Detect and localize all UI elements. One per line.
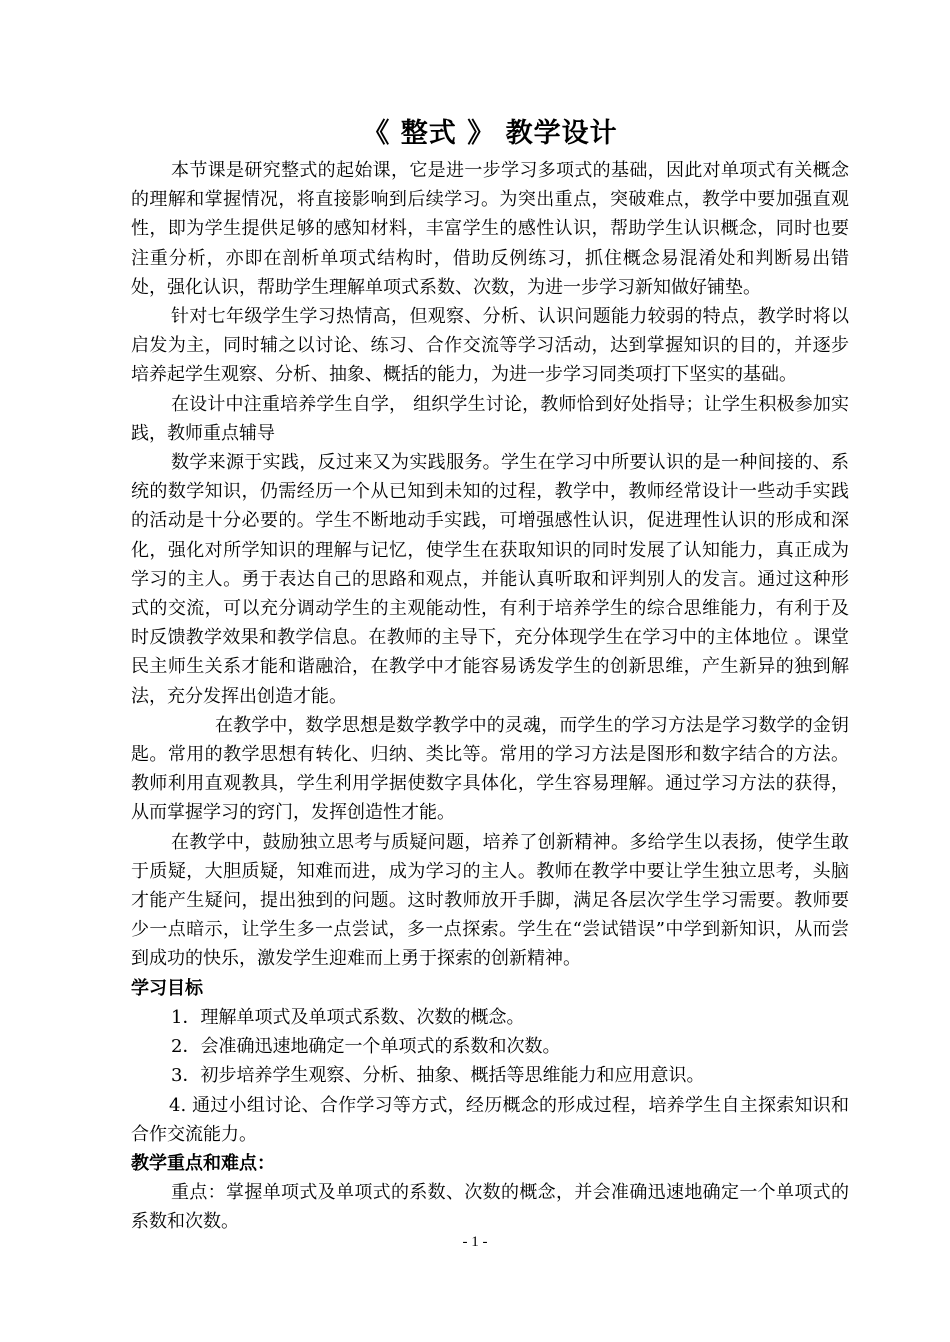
design-paragraph: 在设计中注重培养学生自学， 组织学生讨论，教师恰到好处指导；让学生积极参加实践，教师重点辅导: [131, 393, 849, 444]
key-points-heading: 教学重点和难点：: [131, 1152, 275, 1174]
goal-item-4: 4. 通过小组讨论、合作学习等方式，经历概念的形成过程，培养学生自主探索知识和合作交流能力。: [131, 1094, 849, 1145]
intro-paragraph: 本节课是研究整式的起始课，它是进一步学习多项式的基础，因此对单项式有关概念的理解和掌握情况，将直接影响到后续学习。为突出重点，突破难点，教学中要加强直观性，即为学生提供足够的感知材料，丰富学生的感性认识，帮助学生认识概念，同时也要注重分析，亦即在剖析单项式结构时，借助反例练习，抓住概念易混淆处和判断易出错处，强化认识，帮助学生理解单项式系数、次数，为进一步学习新知做好铺垫。: [131, 160, 849, 298]
document-title: 《 整式 》 教学设计: [362, 118, 618, 149]
goal-item-3: 3．初步培养学生观察、分析、抽象、概括等思维能力和应用意识。: [171, 1065, 705, 1087]
method-paragraph: 在教学中，数学思想是数学教学中的灵魂，而学生的学习方法是学习数学的金钥匙。常用的教学思想有转化、归纳、类比等。常用的学习方法是图形和数字结合的方法。教师利用直观教具，学生利用学据使数字具体化，学生容易理解。通过学习方法的获得，从而掌握学习的窍门，发挥创造性才能。: [131, 714, 849, 824]
goal-item-2: 2．会准确迅速地确定一个单项式的系数和次数。: [171, 1036, 561, 1058]
innovation-paragraph: 在教学中，鼓励独立思考与质疑问题，培养了创新精神。多给学生以表扬，使学生敢于质疑，大胆质疑，知难而进，成为学习的主人。教师在教学中要让学生独立思考，头脑才能产生疑问，提出独到的问题。这时教师放开手脚，满足各层次学生学习需要。教师要少一点暗示，让学生多一点尝试，多一点探索。学生在“尝试错误”中学到新知识，从而尝到成功的快乐，激发学生迎难而上勇于探索的创新精神。: [131, 831, 849, 970]
goal-item-1: 1．理解单项式及单项式系数、次数的概念。: [171, 1006, 525, 1028]
goals-heading: 学习目标: [131, 977, 203, 999]
key-points-text: 重点：掌握单项式及单项式的系数、次数的概念，并会准确迅速地确定一个单项式的系数和次数。: [131, 1182, 849, 1233]
page-number: - 1 -: [462, 1234, 488, 1250]
student-analysis-paragraph: 针对七年级学生学习热情高，但观察、分析、认识问题能力较弱的特点，教学时将以启发为主，同时辅之以讨论、练习、合作交流等学习活动，达到掌握知识的目的，并逐步培养起学生观察、分析、抽象、概括的能力，为进一步学习同类项打下坚实的基础。: [131, 306, 849, 386]
document-page: [131, 112, 849, 1237]
practice-paragraph: 数学来源于实践，反过来又为实践服务。学生在学习中所要认识的是一种间接的、系统的数学知识，仍需经历一个从已知到未知的过程，教学中，教师经常设计一些动手实践的活动是十分必要的。学生不断地动手实践，可增强感性认识，促进理性认识的形成和深化，强化对所学知识的理解与记忆，使学生在获取知识的同时发展了认知能力，真正成为学习的主人。勇于表达自己的思路和观点，并能认真听取和评判别人的发言。通过这种形式的交流，可以充分调动学生的主观能动性，有利于培养学生的综合思维能力，有利于及时反馈教学效果和教学信息。在教师的主导下，充分体现学生在学习中的主体地位 。课堂民主师生关系才能和谐融洽，在教学中才能容易诱发学生的创新思维，产生新异的独到解法，充分发挥出创造才能。: [131, 452, 849, 707]
